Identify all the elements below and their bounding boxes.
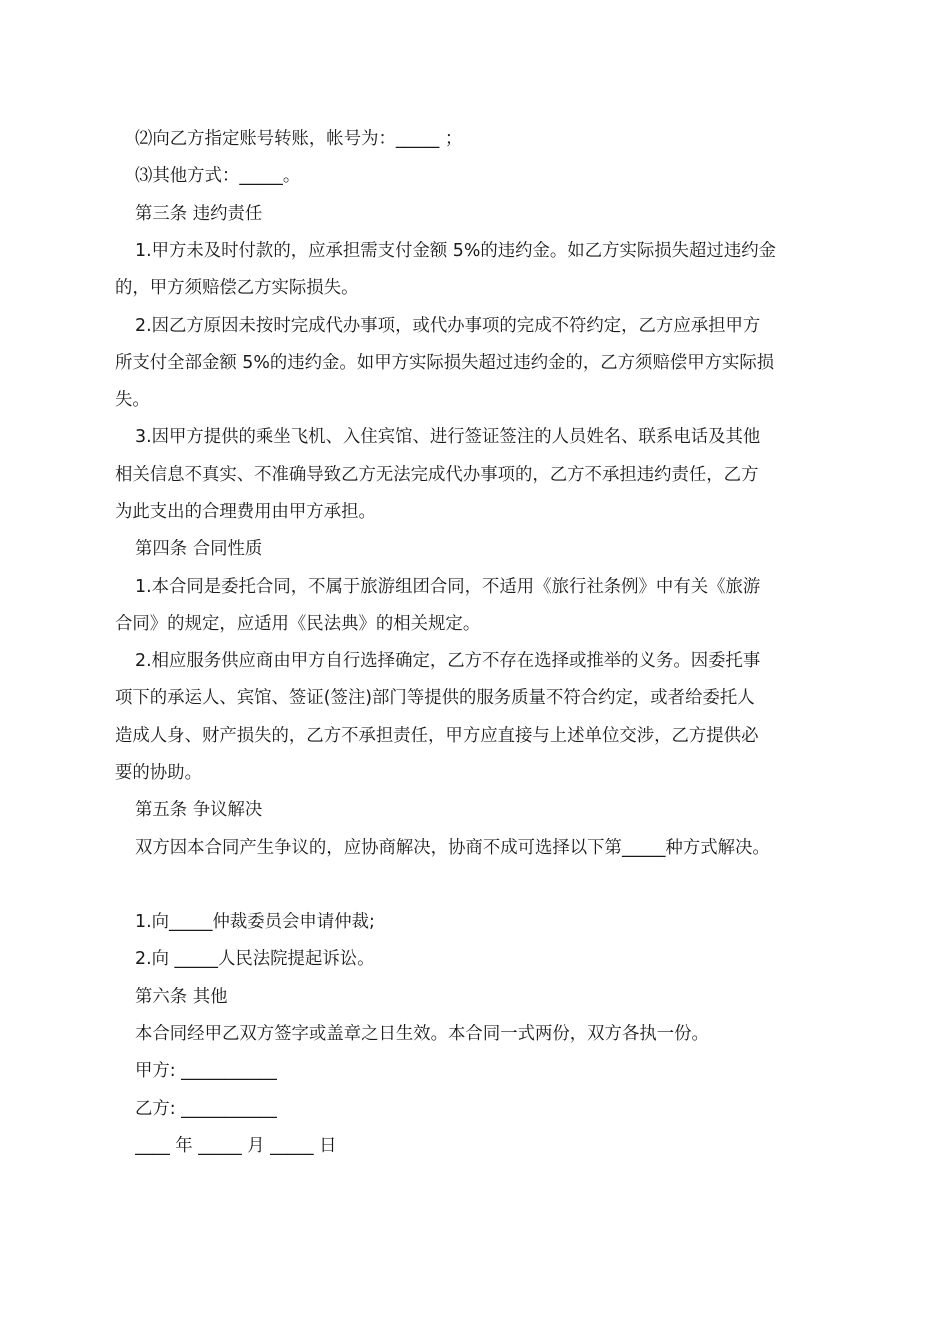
- section-heading-nature: 第四条 合同性质: [135, 539, 263, 559]
- payment-method-3: ⑶其他方式：_____。: [135, 166, 301, 186]
- clause-text: 双方因本合同产生争议的，应协商解决，协商不成可选择以下第_____种方式解决。: [135, 838, 770, 858]
- clause-text: 的，甲方须赔偿乙方实际损失。: [115, 278, 359, 298]
- date-line: ____ 年 _____ 月 _____ 日: [135, 1136, 337, 1156]
- payment-method-2: ⑵向乙方指定账号转账，帐号为：_____ ；: [135, 129, 463, 149]
- section-heading-dispute: 第五条 争议解决: [135, 800, 263, 820]
- clause-text: 2.相应服务供应商由甲方自行选择确定，乙方不存在选择或推举的义务。因委托事: [135, 651, 761, 671]
- clause-text: 失。: [115, 390, 150, 410]
- clause-text: 2.因乙方原因未按时完成代办事项，或代办事项的完成不符约定，乙方应承担甲方: [135, 316, 761, 336]
- party-b-signature-line: 乙方: ___________: [135, 1099, 277, 1119]
- section-heading-other: 第六条 其他: [135, 987, 228, 1007]
- clause-text: 项下的承运人、宾馆、签证(签注)部门等提供的服务质量不符合约定，或者给委托人: [115, 688, 755, 708]
- clause-text: 造成人身、财产损失的，乙方不承担责任，甲方应直接与上述单位交涉，乙方提供必: [115, 726, 759, 746]
- clause-text: 所支付全部金额 5%的违约金。如甲方实际损失超过违约金的，乙方须赔偿甲方实际损: [115, 353, 775, 373]
- clause-text: 本合同经甲乙双方签字或盖章之日生效。本合同一式两份，双方各执一份。: [135, 1024, 709, 1044]
- dispute-option-arbitration: 1.向_____仲裁委员会申请仲裁;: [135, 912, 375, 932]
- clause-text: 合同》的规定，应适用《民法典》的相关规定。: [115, 614, 481, 634]
- clause-text: 1.甲方未及时付款的，应承担需支付金额 5%的违约金。如乙方实际损失超过违约金: [135, 241, 776, 261]
- party-a-signature-line: 甲方: ___________: [135, 1061, 277, 1081]
- clause-text: 1.本合同是委托合同，不属于旅游组团合同，不适用《旅行社条例》中有关《旅游: [135, 577, 761, 597]
- clause-text: 3.因甲方提供的乘坐飞机、入住宾馆、进行签证签注的人员姓名、联系电话及其他: [135, 427, 761, 447]
- section-heading-liability: 第三条 违约责任: [135, 204, 263, 224]
- clause-text: 为此支出的合理费用由甲方承担。: [115, 502, 376, 522]
- clause-text: 相关信息不真实、不准确导致乙方无法完成代办事项的，乙方不承担违约责任，乙方: [115, 465, 759, 485]
- dispute-option-litigation: 2.向 _____人民法院提起诉讼。: [135, 949, 375, 969]
- clause-text: 要的协助。: [115, 763, 202, 783]
